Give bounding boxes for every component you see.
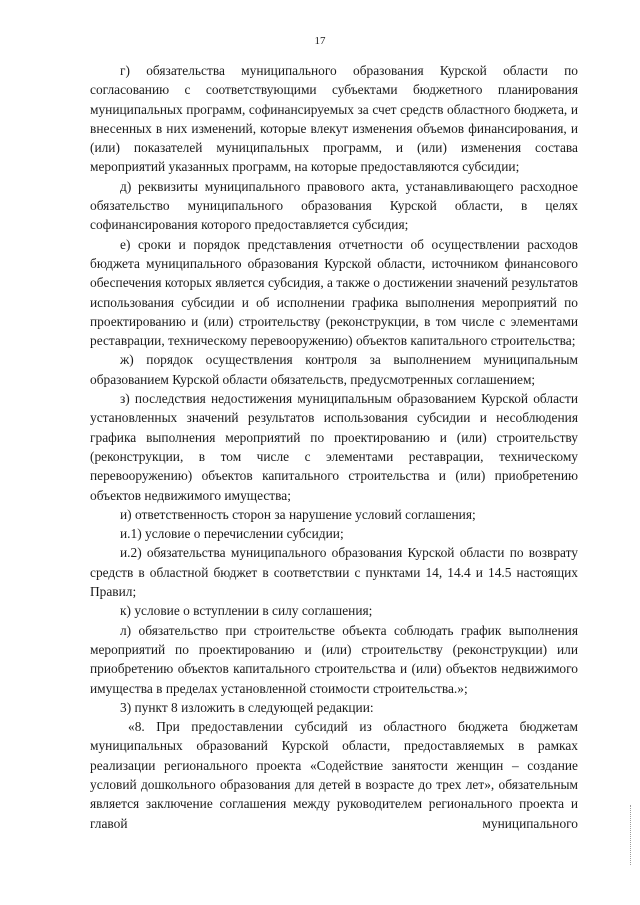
document-body (90, 61, 578, 833)
paragraph-k: к) условие о вступлении в силу соглашения; (120, 603, 373, 619)
paragraph-l: л) обязательство при строительстве объекта соблюдать график выполнения мероприятий по проектированию и (или) строительству (реконструкции) или приобретению объектов капитального строительства и (или) объектов недвижимого имущества в пределах установленной стоимости строительства.»; (90, 622, 578, 696)
paragraph-z: з) последствия недостижения муниципальным образованием Курской области установленных значений результатов использования субсидии и несоблюдения графика выполнения мероприятий по проектированию и (или) строительству (реконструкции, в том числе с элементами реставрации, техническому перевооружению) объектов капитального строительства и (или) приобретению объектов недвижимого имущества; (90, 391, 578, 503)
paragraph-i2: и.2) обязательства муниципального образования Курской области по возврату средств в областной бюджет в соответствии с пунктами 14, 14.4 и 14.5 настоящих Правил; (90, 545, 578, 600)
paragraph-zh: ж) порядок осуществления контроля за выполнением муниципальным образованием Курской области обязательств, предусмотренных соглашением; (90, 352, 578, 387)
paragraph-d: д) реквизиты муниципального правового акта, устанавливающего расходное обязательство муниципального образования Курской области, в целях софинансирования которого предоставляется субсидия; (90, 178, 578, 233)
margin-scan-mark (630, 805, 634, 865)
paragraph-g: г) обязательства муниципального образования Курской области по согласованию с соответствующими субъектами бюджетного планирования муниципальных программ, софинансируемых за счет средств областного бюджета, и внесенных в них изменений, которые влекут изменения объемов финансирования, и (или) показателей муниципальных программ, и (или) изменения состава мероприятий указанных программ, на которые предоставляются субсидии; (90, 63, 578, 175)
paragraph-point-8-quote: «8. При предоставлении субсидий из областного бюджета бюджетам муниципальных образований Курской области, предоставляемых в рамках реализации регионального проекта «Содействие занятости женщин – создание условий дошкольного образования для детей в возрасте до трех лет», обязательным является заключение соглашения между руководителем регионального проекта и главой муниципального (90, 719, 578, 831)
page-number: 17 (314, 35, 326, 47)
paragraph-i: и) ответственность сторон за нарушение условий соглашения; (120, 506, 476, 522)
paragraph-i1: и.1) условие о перечислении субсидии; (120, 526, 344, 542)
paragraph-item-3: 3) пункт 8 изложить в следующей редакции: (120, 699, 374, 715)
paragraph-e: е) сроки и порядок представления отчетности об осуществлении расходов бюджета муниципального образования Курской области, источником финансового обеспечения которых является субсидия, а также о достижении значений результатов использования субсидии и об исполнении графика выполнения мероприятий по проектированию и (или) строительству (реконструкции, в том числе с элементами реставрации, техническому перевооружению) объектов капитального строительства; (90, 236, 578, 349)
